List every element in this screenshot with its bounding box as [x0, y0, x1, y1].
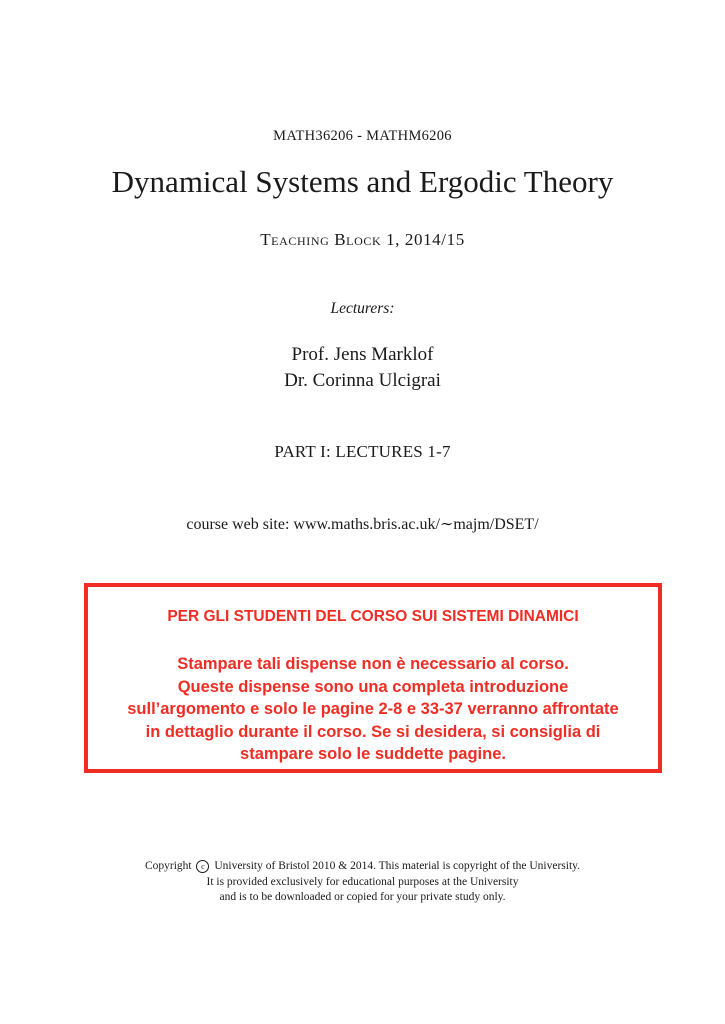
notice-line: stampare solo le suddette pagine. — [240, 745, 506, 763]
copyright-line-2: It is provided exclusively for educational purposes at the University — [206, 875, 519, 888]
lecturer-name-2: Dr. Corinna Ulcigrai — [284, 370, 441, 391]
part-heading: PART I: LECTURES 1-7 — [274, 442, 451, 461]
student-notice-box — [84, 583, 662, 773]
copyright-icon: c — [196, 860, 209, 873]
teaching-block: Teaching Block 1, 2014/15 — [260, 230, 465, 249]
notice-body — [88, 653, 658, 766]
notice-line: in dettaglio durante il corso. Se si desidera, si consiglia di — [145, 722, 601, 741]
copyright-text: University of Bristol 2010 & 2014. This material is copyright of the University. — [214, 860, 581, 872]
copyright-line-1 — [0, 859, 725, 875]
course-code: MATH36206 - MATHM6206 — [273, 128, 452, 144]
notice-line: Stampare tali dispense non è necessario al corso. — [177, 655, 569, 673]
copyright-line-3: and is to be downloaded or copied for your private study only. — [219, 891, 506, 903]
copyright-notice — [0, 859, 725, 906]
notice-line: Queste dispense sono una completa introduzione — [177, 677, 569, 696]
course-website: course web site: www.maths.bris.ac.uk/∼majm/DSET/ — [186, 516, 539, 533]
lecturers-label: Lecturers: — [330, 300, 395, 317]
document-title: Dynamical Systems and Ergodic Theory — [111, 164, 614, 199]
notice-heading: PER GLI STUDENTI DEL CORSO SUI SISTEMI DINAMICI — [167, 608, 579, 625]
copyright-prefix: Copyright — [144, 860, 192, 872]
lecturer-name-1: Prof. Jens Marklof — [291, 344, 434, 365]
notice-line: sull’argomento e solo le pagine 2-8 e 33-37 verranno affrontate — [127, 700, 619, 718]
